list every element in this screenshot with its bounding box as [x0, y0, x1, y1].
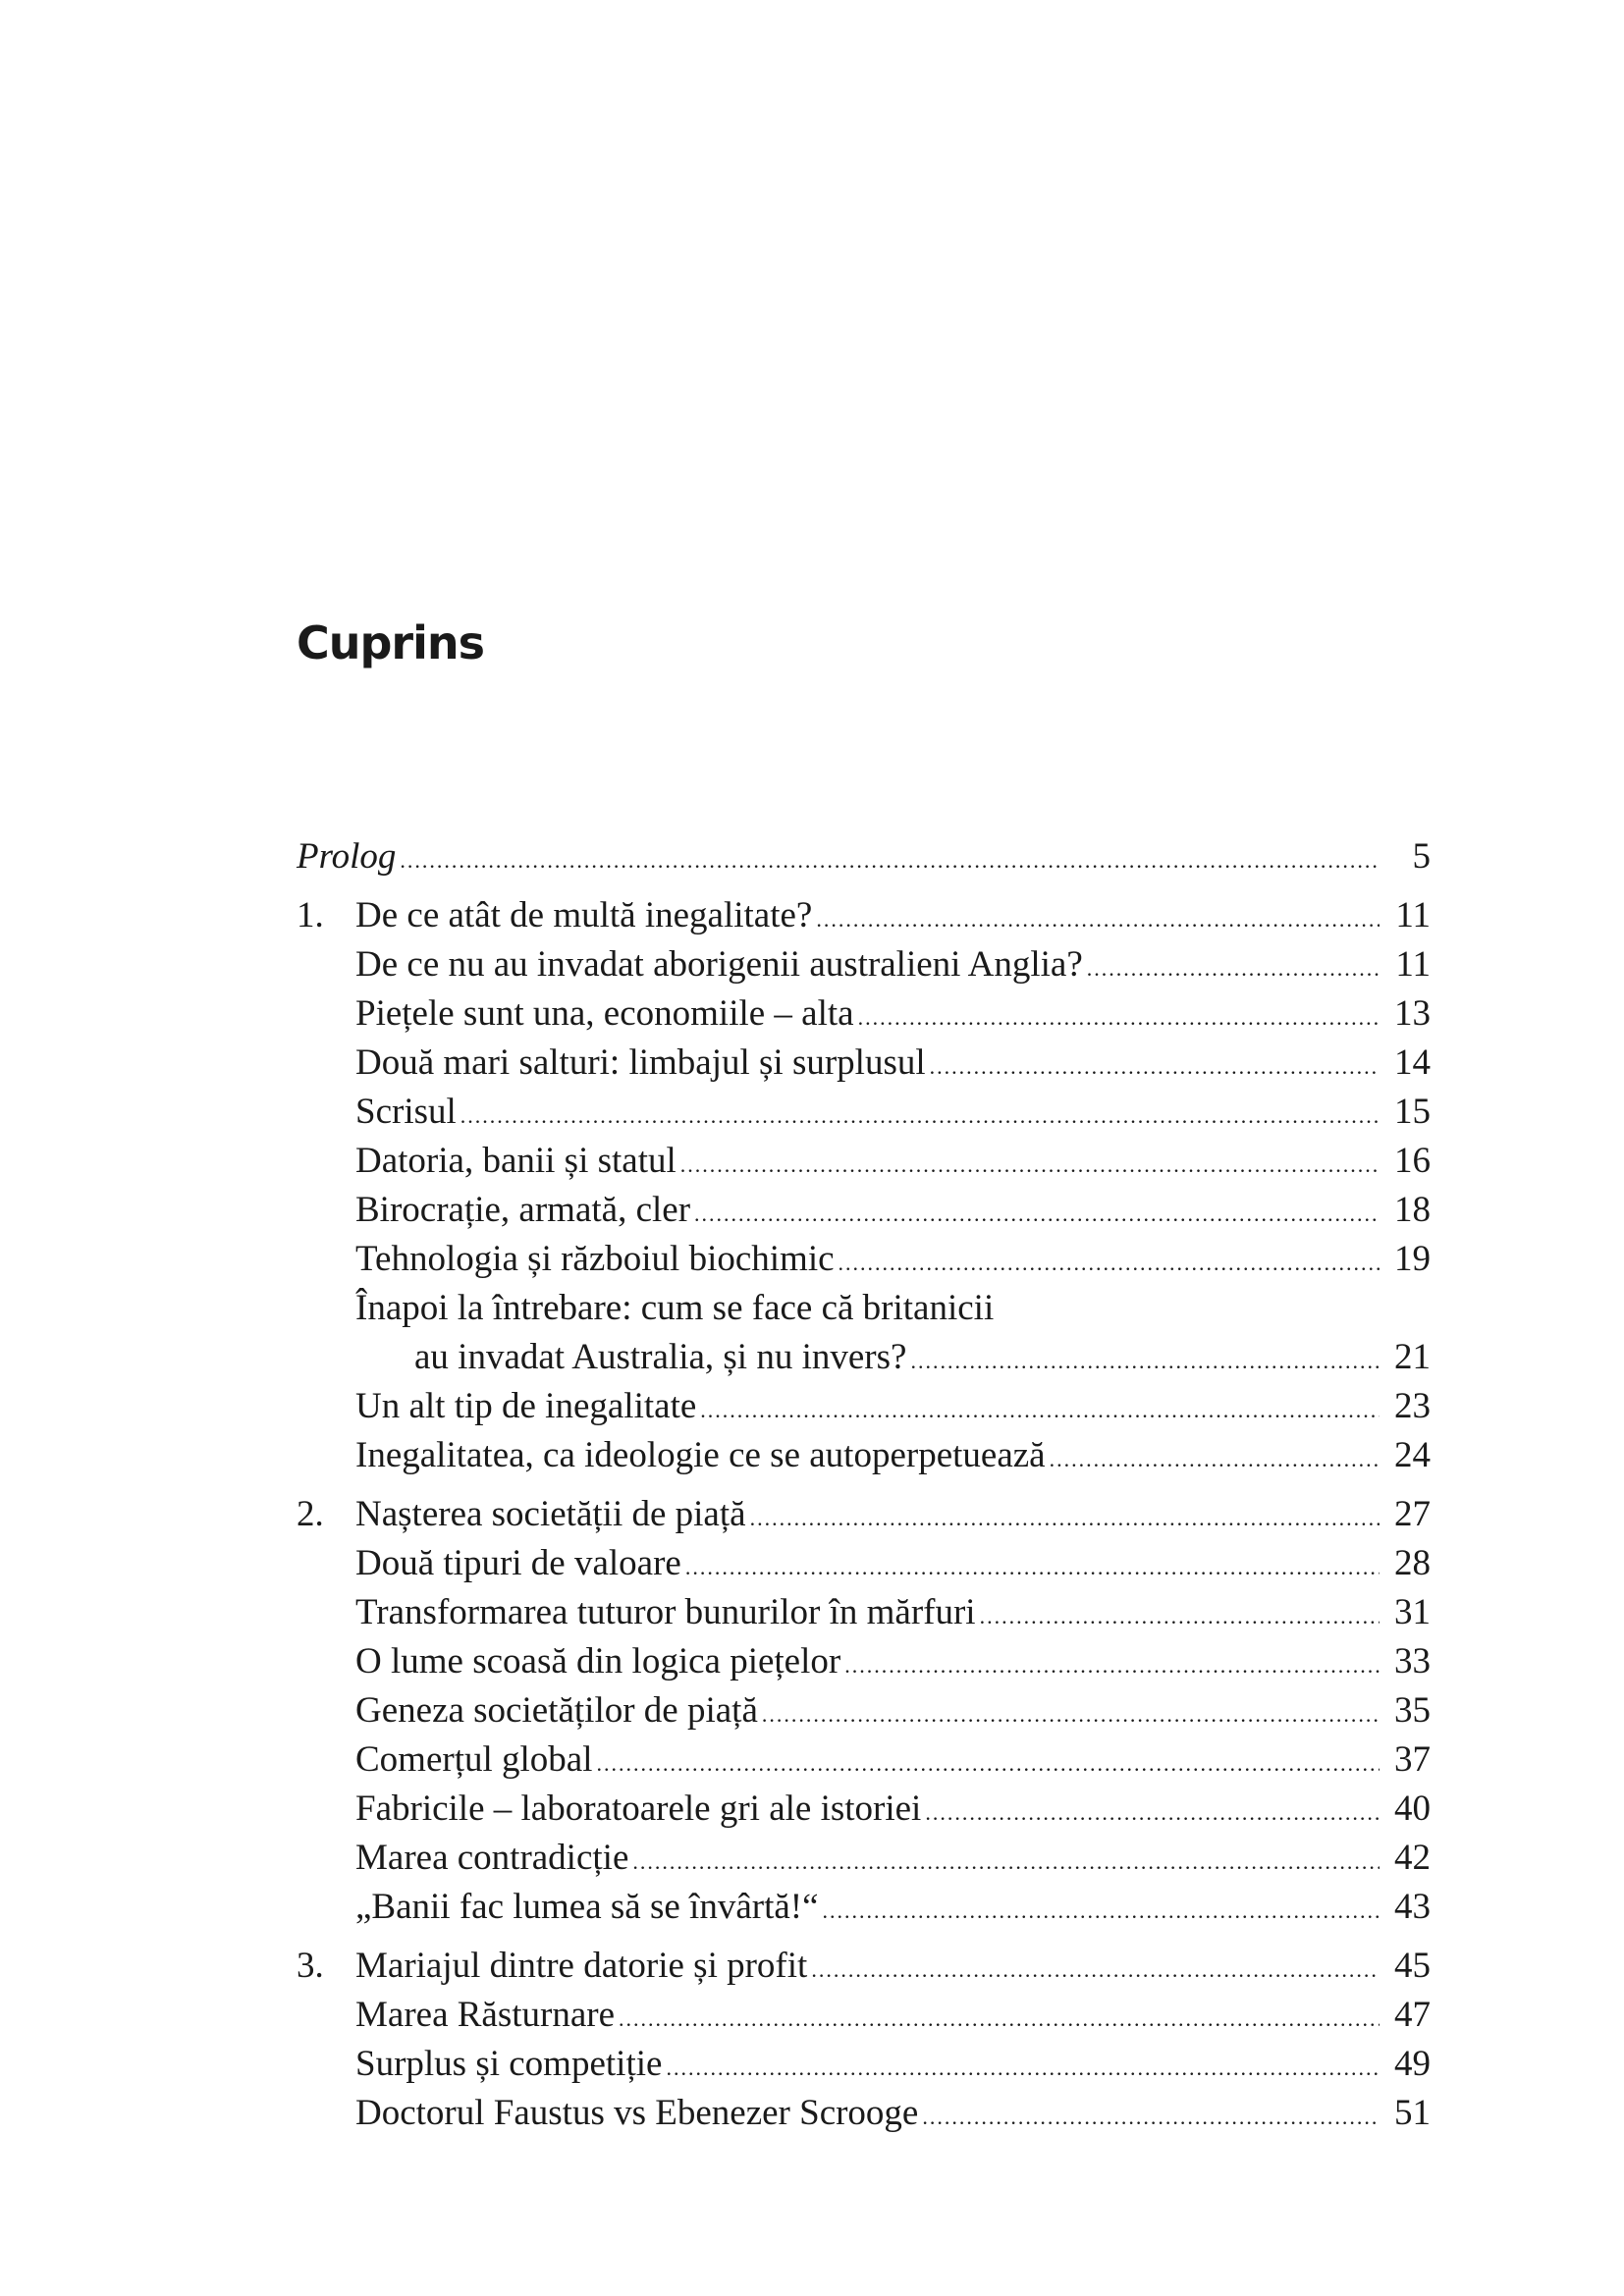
toc-entry-title: Doctorul Faustus vs Ebenezer Scrooge	[355, 2093, 919, 2133]
toc-entry-title: Două tipuri de valoare	[355, 1543, 681, 1583]
toc-entry-title: Inegalitatea, ca ideologie ce se autoperpetuează	[355, 1435, 1046, 1475]
toc-chapter-number: 2.	[297, 1494, 324, 1534]
toc-leader-dots	[460, 1092, 1380, 1141]
toc-entry-title: Surplus și competiție	[355, 2044, 663, 2084]
toc-entry-title: Datoria, banii și statul	[355, 1141, 677, 1181]
toc-entry-title: Geneza societăților de piață	[355, 1690, 758, 1731]
toc-entry	[297, 1186, 1431, 1235]
toc-chapter-number: 3.	[297, 1946, 324, 1986]
toc-entry	[297, 1686, 1431, 1735]
toc-entry-title: De ce atât de multă inegalitate?	[355, 895, 813, 935]
toc-entry-title: Fabricile – laboratoarele gri ale istoriei	[355, 1789, 922, 1829]
toc-leader-dots	[922, 2093, 1380, 2142]
toc-entry	[297, 1490, 1431, 1539]
toc-page-number: 43	[1394, 1887, 1431, 1927]
toc-entry-title: Marea contradicție	[355, 1838, 629, 1878]
toc-entry-title: Scrisul	[355, 1092, 457, 1132]
toc-entry	[297, 1539, 1431, 1588]
toc-entry-title: Înapoi la întrebare: cum se face că britanicii	[355, 1288, 995, 1328]
toc-page-number: 27	[1394, 1494, 1431, 1534]
toc-leader-dots	[685, 1543, 1380, 1592]
toc-entry-title: Două mari salturi: limbajul și surplusul	[355, 1042, 926, 1083]
toc-leader-dots	[823, 1887, 1380, 1936]
toc-page-number: 47	[1394, 1995, 1431, 2035]
toc-leader-dots	[910, 1337, 1380, 1386]
toc-page-number: 40	[1394, 1789, 1431, 1829]
toc-leader-dots	[858, 993, 1380, 1042]
toc-leader-dots	[816, 895, 1380, 944]
toc-entry-title: Piețele sunt una, economiile – alta	[355, 993, 854, 1034]
toc-entry-title: Birocrație, armată, cler	[355, 1190, 691, 1230]
toc-entry	[297, 1333, 1431, 1382]
toc-page-number: 11	[1395, 944, 1431, 985]
toc-page-number: 21	[1394, 1337, 1431, 1377]
toc-entry	[297, 1588, 1431, 1637]
toc-entry-title: Prolog	[297, 836, 397, 877]
toc-page-number: 49	[1394, 2044, 1431, 2084]
toc-entry	[297, 1883, 1431, 1932]
toc-entry-title: „Banii fac lumea să se învârtă!“	[355, 1887, 819, 1927]
toc-page-number: 23	[1394, 1386, 1431, 1426]
toc-leader-dots	[597, 1739, 1380, 1789]
toc-leader-dots	[762, 1690, 1380, 1739]
toc-entry	[297, 1235, 1431, 1284]
toc-entry-title: De ce nu au invadat aborigenii australieni Anglia?	[355, 944, 1083, 985]
toc-page-number: 18	[1394, 1190, 1431, 1230]
toc-page-number: 14	[1394, 1042, 1431, 1083]
toc-leader-dots	[694, 1190, 1380, 1239]
toc-leader-dots	[844, 1641, 1380, 1690]
toc-page-number: 35	[1394, 1690, 1431, 1731]
toc-page-number: 51	[1394, 2093, 1431, 2133]
toc-leader-dots	[750, 1494, 1380, 1543]
toc-chapter-number: 1.	[297, 895, 324, 935]
toc-leader-dots	[925, 1789, 1380, 1838]
toc-page-number: 15	[1394, 1092, 1431, 1132]
toc-leader-dots	[680, 1141, 1380, 1190]
toc-page-number: 11	[1395, 895, 1431, 935]
toc-entry	[297, 2089, 1431, 2138]
toc-leader-dots	[400, 836, 1380, 885]
toc-entry	[297, 1785, 1431, 1834]
toc-entry	[297, 832, 1431, 881]
toc-leader-dots	[632, 1838, 1380, 1887]
toc-page-number: 37	[1394, 1739, 1431, 1780]
toc-leader-dots	[1087, 944, 1380, 993]
toc-entry	[297, 1039, 1431, 1088]
toc-page-number: 19	[1394, 1239, 1431, 1279]
toc-entry-title: Mariajul dintre datorie și profit	[355, 1946, 808, 1986]
toc-page-number: 24	[1394, 1435, 1431, 1475]
toc-leader-dots	[666, 2044, 1380, 2093]
toc-entry-title: Transformarea tuturor bunurilor în mărfuri	[355, 1592, 976, 1632]
toc-entry	[297, 1137, 1431, 1186]
page-title: Cuprins	[297, 616, 485, 669]
toc-leader-dots	[811, 1946, 1380, 1995]
toc-leader-dots	[980, 1592, 1380, 1641]
toc-entry	[297, 1735, 1431, 1785]
toc-entry	[297, 940, 1431, 989]
table-of-contents	[297, 832, 1431, 2138]
toc-entry	[297, 1991, 1431, 2040]
toc-entry	[297, 989, 1431, 1039]
toc-entry-title: Comerțul global	[355, 1739, 593, 1780]
toc-leader-dots	[700, 1386, 1380, 1435]
toc-page-number: 42	[1394, 1838, 1431, 1878]
toc-page-number: 13	[1394, 993, 1431, 1034]
toc-page-number: 5	[1412, 836, 1431, 877]
toc-entry	[297, 891, 1431, 940]
toc-entry-title: Un alt tip de inegalitate	[355, 1386, 697, 1426]
toc-entry-title: Marea Răsturnare	[355, 1995, 616, 2035]
toc-entry-title: Tehnologia și războiul biochimic	[355, 1239, 835, 1279]
toc-page-number: 45	[1394, 1946, 1431, 1986]
toc-leader-dots	[1050, 1435, 1380, 1484]
toc-entry	[297, 1088, 1431, 1137]
toc-entry	[297, 1284, 1431, 1333]
toc-leader-dots	[839, 1239, 1380, 1288]
toc-entry	[297, 1942, 1431, 1991]
toc-entry	[297, 1382, 1431, 1431]
toc-page-number: 16	[1394, 1141, 1431, 1181]
toc-leader-dots	[930, 1042, 1380, 1092]
toc-entry-title: Nașterea societății de piață	[355, 1494, 746, 1534]
toc-entry	[297, 1834, 1431, 1883]
toc-leader-dots	[619, 1995, 1380, 2044]
toc-page-number: 33	[1394, 1641, 1431, 1682]
toc-entry	[297, 2040, 1431, 2089]
toc-entry-title: O lume scoasă din logica piețelor	[355, 1641, 841, 1682]
toc-page-number: 31	[1394, 1592, 1431, 1632]
toc-entry	[297, 1431, 1431, 1480]
toc-entry	[297, 1637, 1431, 1686]
toc-page-number: 28	[1394, 1543, 1431, 1583]
toc-entry-title: au invadat Australia, și nu invers?	[414, 1337, 907, 1377]
